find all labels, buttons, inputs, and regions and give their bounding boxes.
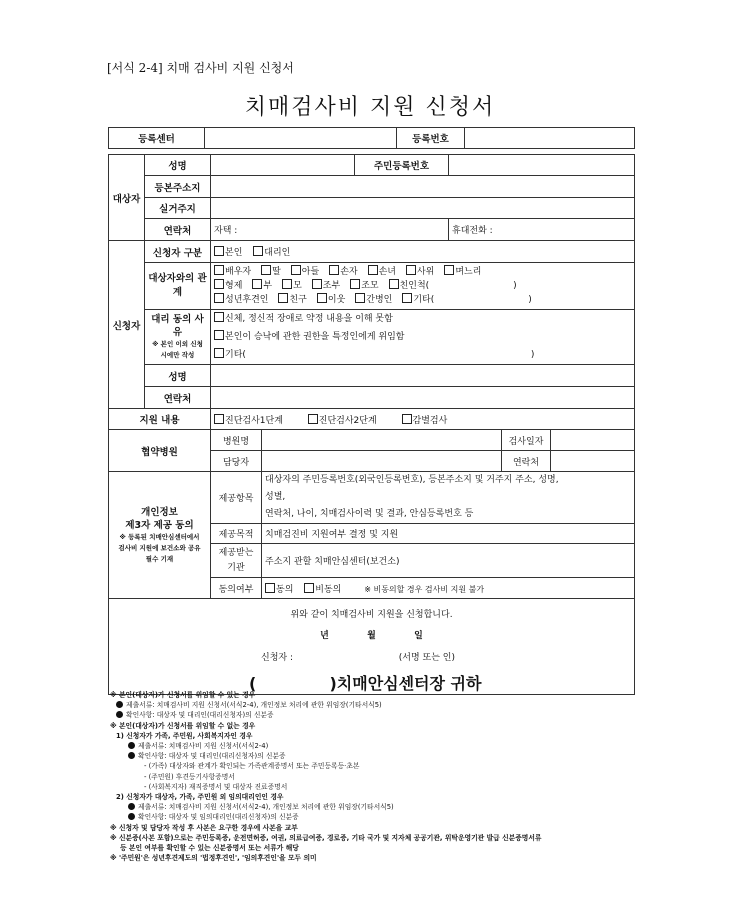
- consent-note-1: ※ 등록된 치매안심센터에서: [119, 532, 200, 541]
- footnote-line: 확인사항: 대상자 및 대리인(대리신청자)의 신분증: [110, 710, 640, 720]
- consent-items-label: 제공항목: [211, 472, 262, 524]
- footnote-line: 2) 신청자가 대상자, 가족, 주민원 외 임의대리인인 경우: [116, 793, 284, 802]
- staff-field[interactable]: [262, 451, 502, 472]
- checkbox-icon: [214, 312, 224, 322]
- relationship-option[interactable]: 기타(: [402, 293, 434, 307]
- checkbox-icon: [312, 279, 322, 289]
- relationship-option[interactable]: 친인척(: [389, 279, 430, 293]
- signature-area: [109, 599, 635, 695]
- checkbox-icon: [350, 279, 360, 289]
- applicant-contact-label: 연락처: [145, 387, 211, 409]
- subject-name-label: 성명: [145, 155, 211, 176]
- consent-receiver-label: 제공받는 기관: [211, 544, 262, 578]
- checkbox-icon: [389, 279, 399, 289]
- subject-reg-addr-field[interactable]: [211, 176, 635, 198]
- checkbox-icon: [252, 279, 262, 289]
- bullet-icon: [128, 742, 135, 749]
- proxy-reason-label: 대리 동의 사유: [151, 314, 204, 338]
- checkbox-icon: [444, 265, 454, 275]
- exam-date-label: 검사일자: [502, 430, 551, 451]
- applicant-rel-label: 대상자와의 관계: [145, 263, 211, 310]
- sign-hint: (서명 또는 인): [398, 653, 455, 663]
- sign-statement: 위와 같이 치매검사비 지원을 신청합니다.: [290, 610, 453, 620]
- footnotes: [110, 690, 640, 863]
- document-title: 치매검사비 지원 신청서: [244, 95, 496, 120]
- consent-disagree-option[interactable]: 비동의: [304, 582, 341, 595]
- registration-table: [108, 127, 635, 149]
- applicant-group-label: 신청자: [109, 241, 145, 409]
- checkbox-icon: [308, 414, 318, 424]
- subject-mobile[interactable]: 휴대전화 :: [449, 219, 635, 241]
- checkbox-icon: [214, 293, 224, 303]
- staff-label: 담당자: [211, 451, 262, 472]
- applicant-type-self[interactable]: 본인: [214, 245, 242, 258]
- hospital-label: 협약병원: [109, 430, 211, 472]
- checkbox-icon: [214, 246, 224, 256]
- relationship-option[interactable]: 간병인: [355, 293, 392, 307]
- bullet-icon: [116, 701, 123, 708]
- hospital-contact-field[interactable]: [551, 451, 635, 472]
- relationship-options: [211, 263, 635, 310]
- relationship-option[interactable]: 이웃: [317, 293, 345, 307]
- relationship-row-2: [214, 279, 631, 293]
- recipient: )치매안심센터장 귀하: [329, 674, 482, 693]
- reg-center-field[interactable]: [205, 128, 397, 149]
- footnote-line: 확인사항: 대상자 및 대리인(대리신청자)의 신분증: [110, 751, 640, 761]
- checkbox-icon: [214, 279, 224, 289]
- relationship-option[interactable]: 손자: [329, 265, 357, 279]
- proxy-reason-other[interactable]: 기타( ): [214, 348, 631, 362]
- subject-name-field[interactable]: [211, 155, 355, 176]
- relationship-option[interactable]: 부: [252, 279, 272, 293]
- reg-number-label: 등록번호: [397, 128, 465, 149]
- checkbox-icon: [265, 583, 275, 593]
- subject-ssn-label: 주민등록번호: [355, 155, 449, 176]
- hospital-name-field[interactable]: [262, 430, 502, 451]
- checkbox-icon: [214, 265, 224, 275]
- sign-day: 일: [414, 631, 423, 641]
- proxy-reason-1[interactable]: 신체, 정신적 장애로 약정 내용을 이해 못함: [214, 312, 631, 326]
- checkbox-icon: [402, 293, 412, 303]
- consent-receiver: 주소지 관할 치매안심센터(보건소): [262, 544, 635, 578]
- consent-title-2: 제3자 제공 동의: [125, 519, 194, 531]
- relationship-option[interactable]: 조부: [312, 279, 340, 293]
- footnote-line: ※ 신분증(사본 포함)으로는 주민등록증, 운전면허증, 여권, 의료급여증, 경로증, 기타 국가 및 지자체 공공기관, 위탁운영기관 발급 신분증명서류: [110, 833, 542, 842]
- checkbox-icon: [355, 293, 365, 303]
- checkbox-icon: [261, 265, 271, 275]
- exam-date-field[interactable]: [551, 430, 635, 451]
- consent-note-3: 필수 기재: [145, 554, 174, 563]
- subject-contact-label: 연락처: [145, 219, 211, 241]
- subject-home-phone[interactable]: 자택 :: [211, 219, 449, 241]
- relationship-option[interactable]: 사위: [406, 265, 434, 279]
- applicant-contact-field[interactable]: [211, 387, 635, 409]
- consent-agree-note: ※ 비동의할 경우 검사비 지원 불가: [364, 584, 485, 594]
- checkbox-icon: [282, 279, 292, 289]
- checkbox-icon: [317, 293, 327, 303]
- checkbox-icon: [406, 265, 416, 275]
- main-form-table: [108, 154, 635, 695]
- relationship-option[interactable]: 딸: [261, 265, 281, 279]
- relationship-row-3: [214, 293, 631, 307]
- hospital-contact-label: 연락처: [502, 451, 551, 472]
- form-reference: [서식 2-4] 치매 검사비 지원 신청서: [107, 61, 294, 75]
- consent-items-line-3: 연락처, 나이, 치매검사이력 및 결과, 안심등록번호 등: [265, 509, 474, 519]
- bullet-icon: [128, 752, 135, 759]
- consent-title-1: 개인정보: [141, 506, 178, 518]
- bullet-icon: [128, 813, 135, 820]
- checkbox-icon: [304, 583, 314, 593]
- checkbox-icon: [214, 414, 224, 424]
- reg-center-label: 등록센터: [109, 128, 205, 149]
- checkbox-icon: [291, 265, 301, 275]
- checkbox-icon: [214, 348, 224, 358]
- subject-addr-label: 실거주지: [145, 198, 211, 219]
- footnote-line: - (주민원) 후견등기사항증명서: [144, 772, 235, 781]
- footnote-line: - (가족) 대상자와 관계가 확인되는 가족관계증명서 또는 주민등록등·초본: [144, 762, 360, 771]
- support-option-3[interactable]: 감별검사: [402, 413, 448, 426]
- footnote-line: 제출서류: 치매검사비 지원 신청서(서식2-4): [110, 741, 640, 751]
- footnote-line: ※ 신청자 및 담당자 작성 후 사본은 요구한 경우에 사본을 교부: [110, 823, 298, 832]
- checkbox-icon: [253, 246, 263, 256]
- checkbox-icon: [214, 330, 224, 340]
- sign-applicant-label: 신청자 :: [261, 653, 293, 663]
- relationship-option[interactable]: 조모: [350, 279, 378, 293]
- consent-purpose: 치매검진비 지원여부 결정 및 지원: [262, 524, 635, 544]
- footnote-line: 제출서류: 치매검사비 지원 신청서(서식2-4), 개인정보 처리에 관한 위임장(기타서식5): [110, 700, 640, 710]
- footnote-line: - (사회복지자) 재직증명서 및 대상자 진료증명서: [144, 782, 288, 791]
- checkbox-icon: [329, 265, 339, 275]
- applicant-name-label: 성명: [145, 365, 211, 387]
- consent-agree-option[interactable]: 동의: [265, 582, 293, 595]
- support-label: 지원 내용: [109, 409, 211, 430]
- applicant-type-proxy[interactable]: 대리인: [253, 245, 290, 258]
- applicant-name-field[interactable]: [211, 365, 635, 387]
- consent-purpose-label: 제공목적: [211, 524, 262, 544]
- subject-reg-addr-label: 등본주소지: [145, 176, 211, 198]
- footnote-line: 제출서류: 치매검사비 지원 신청서(서식2-4), 개인정보 처리에 관한 위임장(기타서식5): [110, 802, 640, 812]
- hospital-name-label: 병원명: [211, 430, 262, 451]
- footnote-line: ※ 본인(대상자)가 신청서를 위임할 수 없는 경우: [110, 721, 256, 730]
- subject-group-label: 대상자: [109, 155, 145, 241]
- subject-ssn-field[interactable]: [449, 155, 635, 176]
- relationship-row-1: [214, 265, 631, 279]
- relationship-option[interactable]: 손녀: [368, 265, 396, 279]
- proxy-reason-note: ※ 본인 이외 신청 시에만 작성: [152, 340, 203, 359]
- consent-items-line-2: 성별,: [265, 492, 286, 502]
- applicant-type-label: 신청자 구분: [145, 241, 211, 263]
- checkbox-icon: [368, 265, 378, 275]
- sign-month: 월: [367, 631, 376, 641]
- checkbox-icon: [278, 293, 288, 303]
- relationship-option[interactable]: 며느리: [444, 265, 481, 279]
- close-paren: ): [513, 281, 517, 291]
- checkbox-icon: [402, 414, 412, 424]
- consent-note-2: 검사비 지원에 보건소와 공유: [118, 543, 201, 552]
- reg-number-field[interactable]: [465, 128, 635, 149]
- proxy-reason-2[interactable]: 본인이 승낙에 관한 권한을 특정인에게 위임함: [214, 330, 631, 344]
- support-option-2[interactable]: 진단검사2단계: [308, 413, 377, 426]
- relationship-option[interactable]: 배우자: [214, 265, 251, 279]
- support-option-1[interactable]: 진단검사1단계: [214, 413, 283, 426]
- relationship-option[interactable]: 성년후견인: [214, 293, 268, 307]
- relationship-option[interactable]: 친구: [278, 293, 306, 307]
- relationship-option[interactable]: 모: [282, 279, 302, 293]
- consent-items-line-1: 대상자의 주민등록번호(외국인등록번호), 등본주소지 및 거주지 주소, 성명,: [265, 475, 559, 485]
- relationship-option[interactable]: 형제: [214, 279, 242, 293]
- footnote-line: ※ '주민원'은 성년후견제도의 '법정후견인', '임의후견인'을 모두 의미: [110, 854, 317, 863]
- recipient-open-paren: (: [249, 674, 257, 693]
- sign-year: 년: [320, 631, 329, 641]
- bullet-icon: [116, 711, 123, 718]
- subject-addr-field[interactable]: [211, 198, 635, 219]
- relationship-option[interactable]: 아들: [291, 265, 319, 279]
- footnote-line: ※ 본인(대상자)가 신청서를 위임할 수 있는 경우: [110, 691, 256, 699]
- consent-agree-label: 동의여부: [211, 578, 262, 599]
- footnote-line: 등 본인 여부를 확인할 수 있는 신분증명서 또는 서류가 해당: [120, 844, 299, 853]
- footnote-line: 확인사항: 대상자 및 임의대리인(대리신청자)의 신분증: [110, 812, 640, 822]
- footnote-line: 1) 신청자가 가족, 주민원, 사회복지자인 경우: [116, 731, 253, 740]
- close-paren: ): [528, 295, 532, 305]
- bullet-icon: [128, 803, 135, 810]
